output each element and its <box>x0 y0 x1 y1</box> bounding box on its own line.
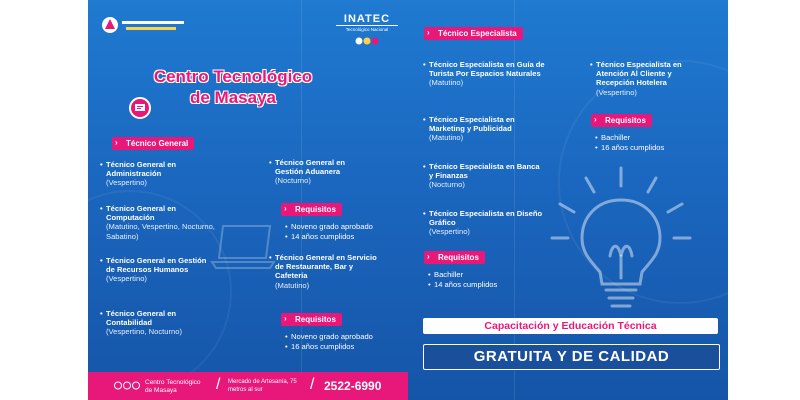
footer-name <box>145 379 201 394</box>
course-schedule: (Matutino) <box>429 133 464 143</box>
course-schedule: (Nocturno) <box>429 180 465 190</box>
course-schedule: (Vespertino) <box>596 87 637 97</box>
inatec-logo-subtitle: Tecnológico Nacional <box>345 27 389 32</box>
course-title: • Técnico Especialista en Diseño Gráfico <box>423 209 543 227</box>
course-schedule: (Matutino) <box>275 280 310 290</box>
list-item <box>269 253 379 290</box>
masaya-logo <box>100 14 188 36</box>
list-item <box>100 309 215 337</box>
requirement-item: • Bachiller <box>595 133 664 143</box>
course-title: • Técnico General en Gestión de Recursos Humanos <box>100 256 215 274</box>
brochure <box>88 0 728 400</box>
section-label-especialista <box>424 27 523 40</box>
requirement-item: • 14 años cumplidos <box>428 280 497 290</box>
course-schedule: (Matutino) <box>429 78 464 88</box>
footer-name-line1: Centro Tecnológico <box>145 379 201 386</box>
section-label-requisitos <box>591 114 652 127</box>
list-item <box>423 115 543 143</box>
requirements-list <box>595 133 664 153</box>
inatec-logo <box>336 13 398 43</box>
tagline-banner <box>423 318 718 334</box>
course-schedule: (Vespertino) <box>106 178 147 188</box>
tagline-line1: Capacitación y Educación Técnica <box>484 320 657 332</box>
course-title: • Técnico General en Contabilidad <box>100 309 215 327</box>
divider-slash: / <box>310 376 315 393</box>
page-title-line2: de Masaya <box>190 88 276 107</box>
section-label-general <box>112 137 194 150</box>
course-schedule: (Vespertino, Nocturno) <box>106 327 182 337</box>
footer-address <box>228 379 297 394</box>
requirement-item: • Noveno grado aprobado <box>285 222 373 232</box>
logo-emblem-icon <box>100 14 188 36</box>
course-title: • Técnico Especialista en Atención Al Cliente y Recepción Hotelera <box>590 60 708 88</box>
list-item <box>100 204 215 241</box>
course-title: • Técnico General en Gestión Aduanera <box>269 158 369 176</box>
course-title: • Técnico General en Computación <box>100 204 215 222</box>
requirement-item: • Noveno grado aprobado <box>285 332 373 342</box>
tagline-line2: GRATUITA Y DE CALIDAD <box>473 348 670 365</box>
chevron-right-icon: › <box>115 138 118 147</box>
divider-slash: / <box>216 376 221 393</box>
section-label-text: Técnico Especialista <box>438 29 517 38</box>
page-title <box>138 66 328 108</box>
course-title: • Técnico General en Administración <box>100 160 215 178</box>
course-schedule: (Vespertino) <box>106 274 147 284</box>
tagline-banner-secondary <box>423 344 720 370</box>
section-label-text: Técnico General <box>126 139 189 148</box>
footer-name-line2: de Masaya <box>145 386 177 394</box>
list-item <box>269 158 369 186</box>
section-label-text: Requisitos <box>605 116 646 125</box>
footer-address-line1: Mercado de Artesanía, 75 <box>228 379 297 385</box>
list-item <box>100 256 215 284</box>
footer-bar <box>88 372 408 400</box>
page-title-line1: Centro Tecnológico <box>153 67 313 86</box>
requirement-item: • 14 años cumplidos <box>285 232 373 242</box>
section-label-requisitos <box>281 203 342 216</box>
requirement-item: • 16 años cumplidos <box>595 143 664 153</box>
course-schedule: (Vespertino) <box>429 227 470 237</box>
section-label-requisitos <box>281 313 342 326</box>
course-title: • Técnico Especialista en Guía de Turista Por Espacios Naturales <box>423 60 568 78</box>
laptop-icon <box>208 222 278 272</box>
section-label-text: Requisitos <box>295 205 336 214</box>
badge-icons <box>347 37 387 45</box>
requirements-list <box>428 270 497 290</box>
course-title: • Técnico Especialista en Banca y Finanzas <box>423 162 543 180</box>
section-label-text: Requisitos <box>438 253 479 262</box>
list-item <box>100 160 215 188</box>
chevron-right-icon: › <box>594 115 597 124</box>
list-item <box>423 209 543 237</box>
section-label-text: Requisitos <box>295 315 336 324</box>
course-schedule: (Nocturno) <box>275 176 311 186</box>
course-title: • Técnico Especialista en Marketing y Publicidad <box>423 115 543 133</box>
footer-phone: 2522-6990 <box>324 379 382 393</box>
requirements-list <box>285 332 373 352</box>
chevron-right-icon: › <box>427 252 430 261</box>
course-schedule: (Matutino, Vespertino, Nocturno, Sabatino) <box>106 222 215 241</box>
chevron-right-icon: › <box>427 28 430 37</box>
requirements-list <box>285 222 373 242</box>
list-item <box>590 60 708 97</box>
footer-address-line2: metros al sur <box>228 386 263 393</box>
social-icons <box>114 381 144 390</box>
requirement-item: • Bachiller <box>428 270 497 280</box>
inatec-logo-text: INATEC <box>336 13 398 26</box>
chevron-right-icon: › <box>284 204 287 213</box>
list-item <box>423 162 543 190</box>
lightbulb-icon <box>546 160 696 310</box>
section-label-requisitos <box>424 251 485 264</box>
requirement-item: • 16 años cumplidos <box>285 342 373 352</box>
certificate-icon <box>129 97 151 119</box>
course-title: • Técnico General en Servicio de Restaurante, Bar y Cafetería <box>269 253 379 281</box>
chevron-right-icon: › <box>284 314 287 323</box>
list-item <box>423 60 568 88</box>
